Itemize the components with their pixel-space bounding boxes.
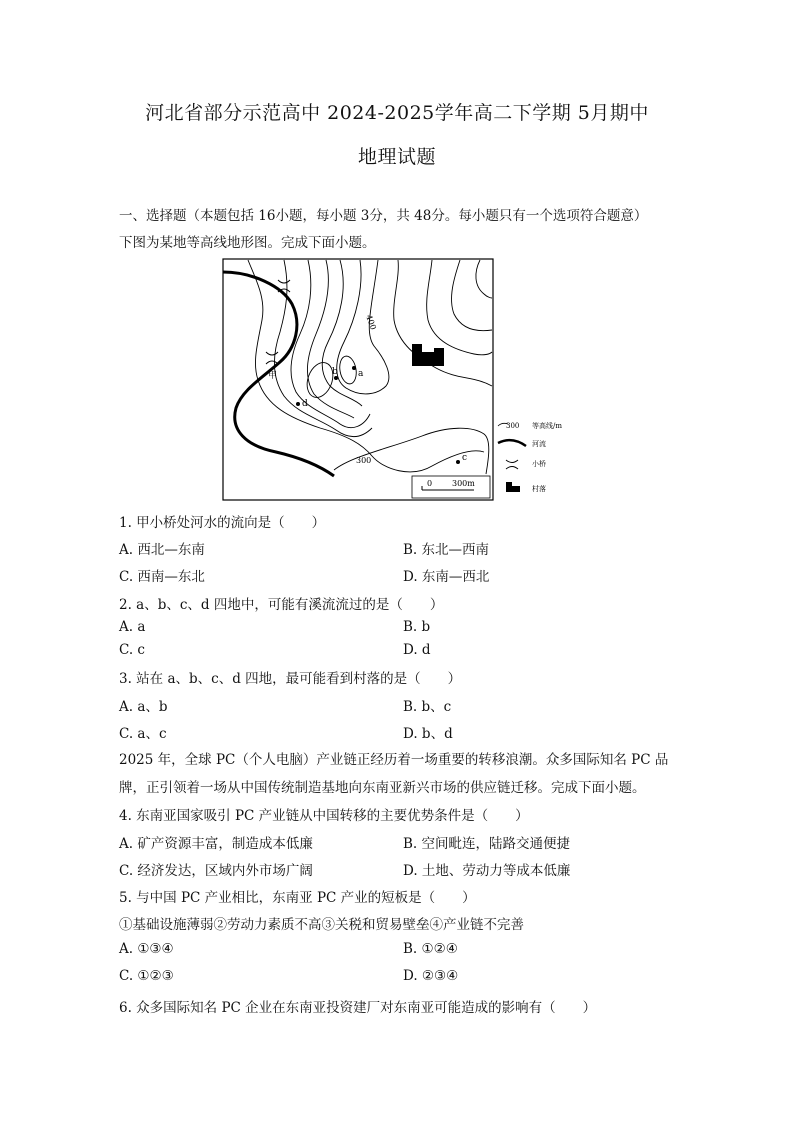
- q1-option-b: B. 东北—西南: [403, 542, 490, 558]
- q1-option-c: C. 西南—东北: [119, 569, 205, 585]
- q4-option-a: A. 矿产资源丰富，制造成本低廉: [119, 836, 313, 852]
- legend-river-label: 河流: [532, 440, 546, 448]
- legend-bridge-label: 小桥: [532, 460, 546, 468]
- legend-village-icon: [506, 482, 520, 492]
- scale-zero: 0: [427, 479, 433, 488]
- legend-bridge-icon: [506, 460, 518, 469]
- label-a: a: [358, 369, 364, 379]
- question-4: 4. 东南亚国家吸引 PC 产业链从中国转移的主要优势条件是（ ）: [119, 808, 529, 824]
- section-intro: 下图为某地等高线地形图。完成下面小题。: [119, 235, 376, 251]
- q3-option-a: A. a、b: [119, 699, 168, 715]
- q5-option-c: C. ①②③: [119, 968, 174, 984]
- q1-option-d: D. 东南—西北: [403, 569, 490, 585]
- q3-option-b: B. b、c: [403, 699, 452, 715]
- passage-line-2: 牌，正引领着一场从中国传统制造基地向东南亚新兴市场的供应链迁移。完成下面小题。: [119, 780, 646, 796]
- q4-option-b: B. 空间毗连，陆路交通便捷: [403, 836, 571, 852]
- q3-option-c: C. a、c: [119, 726, 167, 742]
- contour-label-400: 400: [364, 313, 378, 332]
- q1-option-a: A. 西北—东南: [119, 542, 205, 558]
- q2-option-b: B. b: [403, 619, 431, 635]
- q2-option-a: A. a: [119, 619, 146, 635]
- q4-option-c: C. 经济发达，区域内外市场广阔: [119, 863, 313, 879]
- question-3: 3. 站在 a、b、c、d 四地，最可能看到村落的是（ ）: [119, 671, 462, 687]
- map-legend: [498, 421, 562, 493]
- q2-option-c: C. c: [119, 642, 145, 658]
- question-2: 2. a、b、c、d 四地中，可能有溪流流过的是（ ）: [119, 597, 444, 613]
- label-jia: 甲: [268, 371, 278, 381]
- q5-statements: ①基础设施薄弱②劳动力素质不高③关税和贸易壁垒④产业链不完善: [119, 917, 524, 933]
- q4-option-d: D. 土地、劳动力等成本低廉: [403, 863, 571, 879]
- scale-box: [412, 476, 490, 498]
- question-6: 6. 众多国际知名 PC 企业在东南亚投资建厂对东南亚可能造成的影响有（ ）: [119, 1000, 597, 1016]
- q5-option-d: D. ②③④: [403, 968, 459, 984]
- question-1: 1. 甲小桥处河水的流向是（ ）: [119, 515, 326, 531]
- label-b: b: [332, 367, 338, 377]
- q2-option-d: D. d: [403, 642, 431, 658]
- label-d: d: [302, 399, 308, 409]
- q5-option-b: B. ①②④: [403, 941, 458, 957]
- question-5: 5. 与中国 PC 产业相比，东南亚 PC 产业的短板是（ ）: [119, 890, 476, 906]
- contour-map-svg: [222, 258, 580, 502]
- q5-option-a: A. ①③④: [119, 941, 174, 957]
- passage-line-1: 2025 年，全球 PC（个人电脑）产业链正经历着一场重要的转移浪潮。众多国际知名 PC 品: [119, 752, 669, 768]
- contour-label-300: 300: [356, 456, 372, 465]
- document-title: 河北省部分示范高中 2024-2025学年高二下学期 5月期中: [145, 102, 649, 124]
- scale-distance: 300m: [452, 479, 475, 488]
- legend-contour-value: 300: [506, 422, 520, 430]
- q3-option-d: D. b、d: [403, 726, 453, 742]
- document-subtitle: 地理试题: [357, 146, 436, 168]
- section-heading: 一、选择题（本题包括 16小题，每小题 3分，共 48分。每小题只有一个选项符合题意）: [119, 208, 648, 224]
- contour-map-figure: [222, 258, 580, 502]
- label-c: c: [462, 453, 468, 463]
- legend-contour-label: 等高线/m: [532, 422, 562, 430]
- legend-village-label: 村落: [532, 485, 546, 493]
